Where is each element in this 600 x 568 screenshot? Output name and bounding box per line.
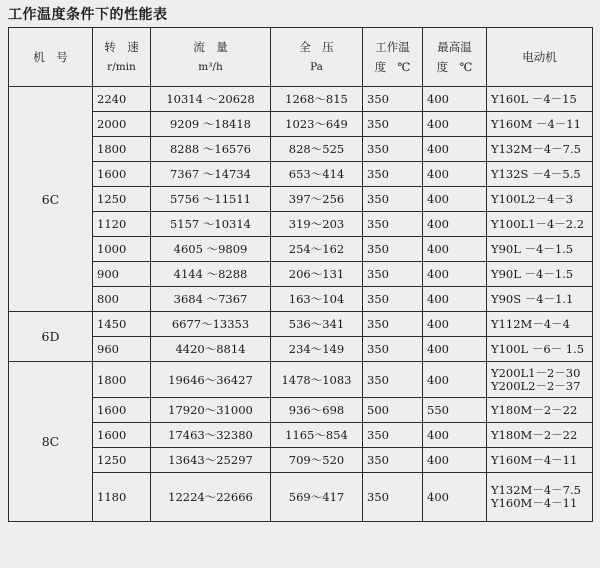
pressure-cell: 1478～1083	[271, 362, 363, 398]
pressure-cell: 936～698	[271, 398, 363, 423]
flow-cell: 8288 ～16576	[151, 137, 271, 162]
flow-cell: 10314 ～20628	[151, 87, 271, 112]
motor-model: Y90L －4－1.5	[491, 241, 574, 256]
motor-model: Y160M－4－11	[491, 452, 578, 467]
pressure-cell: 206～131	[271, 262, 363, 287]
flow-cell: 5157 ～10314	[151, 212, 271, 237]
max-temp-cell: 400	[423, 212, 487, 237]
work-temp-cell: 350	[363, 423, 423, 448]
table-row	[9, 448, 593, 473]
table-row	[9, 337, 593, 362]
table-row	[9, 237, 593, 262]
max-temp-cell: 400	[423, 448, 487, 473]
motor-model: Y90S －4－1.1	[491, 291, 574, 306]
work-temp-cell: 350	[363, 87, 423, 112]
flow-cell: 4605 ～9809	[151, 237, 271, 262]
speed-cell: 1250	[93, 187, 151, 212]
header-pressure: 全 压 Pa	[271, 28, 363, 87]
motor-cell	[487, 398, 593, 423]
header-row	[9, 28, 593, 87]
pressure-cell: 234～149	[271, 337, 363, 362]
work-temp-cell: 350	[363, 262, 423, 287]
max-temp-cell: 400	[423, 87, 487, 112]
motor-cell	[487, 212, 593, 237]
motor-cell	[487, 137, 593, 162]
work-temp-cell: 350	[363, 362, 423, 398]
speed-cell: 1800	[93, 362, 151, 398]
max-temp-cell: 400	[423, 287, 487, 312]
pressure-cell: 254～162	[271, 237, 363, 262]
header-speed: 转 速 r/min	[93, 28, 151, 87]
max-temp-cell: 400	[423, 112, 487, 137]
max-temp-cell: 400	[423, 137, 487, 162]
table-row	[9, 312, 593, 337]
flow-cell: 4420～8814	[151, 337, 271, 362]
pressure-cell: 319～203	[271, 212, 363, 237]
pressure-cell: 536～341	[271, 312, 363, 337]
flow-cell: 12224～22666	[151, 473, 271, 522]
pressure-cell: 569～417	[271, 473, 363, 522]
header-flow: 流 量 m³/h	[151, 28, 271, 87]
pressure-cell: 1023～649	[271, 112, 363, 137]
max-temp-cell: 400	[423, 237, 487, 262]
motor-cell	[487, 287, 593, 312]
speed-cell: 2000	[93, 112, 151, 137]
pressure-cell: 1165～854	[271, 423, 363, 448]
work-temp-cell: 350	[363, 162, 423, 187]
header-motor: 电动机	[487, 28, 593, 87]
table-row	[9, 398, 593, 423]
performance-table-body	[9, 28, 593, 522]
motor-model: Y132M－4－7.5	[491, 483, 581, 497]
flow-cell: 17463～32380	[151, 423, 271, 448]
speed-cell: 960	[93, 337, 151, 362]
motor-cell	[487, 423, 593, 448]
motor-cell	[487, 362, 593, 398]
speed-cell: 800	[93, 287, 151, 312]
motor-model: Y90L －4－1.5	[491, 266, 574, 281]
speed-cell: 900	[93, 262, 151, 287]
work-temp-cell: 350	[363, 287, 423, 312]
work-temp-cell: 350	[363, 337, 423, 362]
work-temp-cell: 350	[363, 112, 423, 137]
motor-cell	[487, 237, 593, 262]
max-temp-cell: 550	[423, 398, 487, 423]
flow-cell: 4144 ～8288	[151, 262, 271, 287]
table-row	[9, 137, 593, 162]
table-row	[9, 473, 593, 522]
motor-cell	[487, 312, 593, 337]
pressure-cell: 1268～815	[271, 87, 363, 112]
flow-cell: 9209 ～18418	[151, 112, 271, 137]
motor-model: Y100L －6－ 1.5	[491, 341, 585, 356]
model-cell: 6C	[9, 87, 93, 312]
work-temp-cell: 350	[363, 212, 423, 237]
table-row	[9, 162, 593, 187]
pressure-cell: 709～520	[271, 448, 363, 473]
header-max-temp: 最高温 度 ℃	[423, 28, 487, 87]
speed-cell: 1250	[93, 448, 151, 473]
flow-cell: 5756 ～11511	[151, 187, 271, 212]
model-cell: 8C	[9, 362, 93, 522]
speed-cell: 1180	[93, 473, 151, 522]
motor-cell	[487, 162, 593, 187]
table-row	[9, 212, 593, 237]
motor-cell	[487, 448, 593, 473]
motor-model: Y200L2－2－37	[491, 378, 581, 393]
max-temp-cell: 400	[423, 473, 487, 522]
motor-model: Y160M－4－11	[491, 496, 578, 510]
speed-cell: 1600	[93, 423, 151, 448]
motor-model: Y100L2－4－3	[491, 191, 574, 206]
motor-model: Y132M－4－7.5	[491, 141, 581, 156]
table-row	[9, 362, 593, 398]
table-row	[9, 87, 593, 112]
table-row	[9, 262, 593, 287]
pressure-cell: 828～525	[271, 137, 363, 162]
flow-cell: 19646～36427	[151, 362, 271, 398]
work-temp-cell: 350	[363, 237, 423, 262]
work-temp-cell: 500	[363, 398, 423, 423]
speed-cell: 2240	[93, 87, 151, 112]
flow-cell: 17920～31000	[151, 398, 271, 423]
speed-cell: 1600	[93, 398, 151, 423]
table-row	[9, 287, 593, 312]
flow-cell: 6677～13353	[151, 312, 271, 337]
pressure-cell: 397～256	[271, 187, 363, 212]
motor-model: Y112M－4－4	[491, 316, 570, 331]
work-temp-cell: 350	[363, 473, 423, 522]
work-temp-cell: 350	[363, 137, 423, 162]
motor-cell	[487, 337, 593, 362]
max-temp-cell: 400	[423, 187, 487, 212]
motor-model: Y100L1－4－2.2	[491, 216, 585, 231]
motor-cell	[487, 473, 593, 522]
motor-cell	[487, 262, 593, 287]
header-work-temp: 工作温 度 ℃	[363, 28, 423, 87]
work-temp-cell: 350	[363, 448, 423, 473]
motor-model: Y132S －4－5.5	[491, 166, 581, 181]
flow-cell: 7367 ～14734	[151, 162, 271, 187]
motor-cell	[487, 87, 593, 112]
flow-cell: 3684 ～7367	[151, 287, 271, 312]
motor-model: Y160M －4－11	[491, 116, 581, 131]
speed-cell: 1600	[93, 162, 151, 187]
speed-cell: 1450	[93, 312, 151, 337]
header-model: 机 号	[9, 28, 93, 87]
performance-table	[8, 27, 593, 522]
max-temp-cell: 400	[423, 337, 487, 362]
speed-cell: 1120	[93, 212, 151, 237]
table-row	[9, 112, 593, 137]
work-temp-cell: 350	[363, 187, 423, 212]
speed-cell: 1800	[93, 137, 151, 162]
max-temp-cell: 400	[423, 362, 487, 398]
motor-cell	[487, 112, 593, 137]
pressure-cell: 653～414	[271, 162, 363, 187]
max-temp-cell: 400	[423, 162, 487, 187]
speed-cell: 1000	[93, 237, 151, 262]
model-cell: 6D	[9, 312, 93, 362]
motor-cell	[487, 187, 593, 212]
table-title: 工作温度条件下的性能表	[8, 7, 168, 23]
flow-cell: 13643～25297	[151, 448, 271, 473]
table-row	[9, 187, 593, 212]
max-temp-cell: 400	[423, 312, 487, 337]
table-row	[9, 423, 593, 448]
motor-model: Y160L －4－15	[491, 91, 577, 106]
motor-model: Y180M－2－22	[491, 402, 578, 417]
max-temp-cell: 400	[423, 423, 487, 448]
max-temp-cell: 400	[423, 262, 487, 287]
motor-model: Y180M－2－22	[491, 427, 578, 442]
pressure-cell: 163～104	[271, 287, 363, 312]
motor-model: Y200L1－2－30	[491, 365, 581, 380]
work-temp-cell: 350	[363, 312, 423, 337]
